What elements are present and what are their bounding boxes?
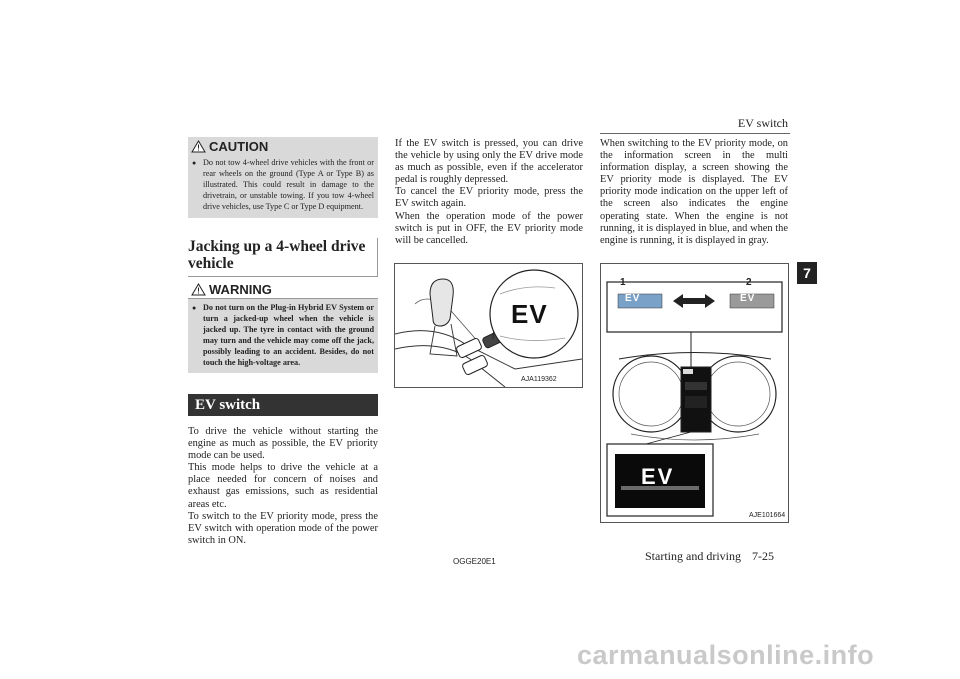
- paragraph: This mode helps to drive the vehicle at a place needed for concern of noises and exhaust gas emissions, such as residential areas etc.: [188, 462, 378, 510]
- page-header-title: EV switch: [737, 116, 788, 130]
- section-heading: EV switch: [188, 394, 378, 416]
- warning-label: WARNING: [209, 281, 272, 297]
- ev-display-label: EV: [641, 464, 675, 489]
- warning-triangle-icon: [191, 140, 206, 153]
- caution-label: CAUTION: [209, 138, 269, 154]
- jacking-heading: Jacking up a 4-wheel drive vehicle: [188, 238, 378, 277]
- column-2-text: [395, 138, 583, 247]
- console-drawing: [395, 264, 582, 387]
- warning-triangle-icon: [191, 283, 206, 296]
- paragraph: If the EV switch is pressed, you can drive the vehicle by using only the EV drive mode as much as possible, even if the accelerator pedal is roughly depressed.: [395, 138, 583, 186]
- ev-switch-section: [188, 394, 378, 547]
- paragraph: To switch to the EV priority mode, press the EV switch with operation mode of the power switch in ON.: [188, 510, 378, 546]
- warning-box: [188, 280, 378, 373]
- caution-header: [188, 137, 378, 155]
- document-code: OGGE20E1: [453, 557, 496, 566]
- callout-1: 1: [620, 277, 626, 288]
- warning-header: [188, 280, 378, 299]
- paragraph: To cancel the EV priority mode, press the EV switch again.: [395, 186, 583, 210]
- jacking-section: [188, 238, 378, 277]
- figure-code: AJA119362: [521, 376, 557, 383]
- paragraph: When the operation mode of the power switch is put in OFF, the EV priority mode will be cancelled.: [395, 210, 583, 246]
- bullet-icon: ●: [192, 304, 197, 312]
- warning-text: Do not turn on the Plug-in Hybrid EV System or turn a jacked-up wheel when the vehicle is jacked up. The tyre in contact with the ground may turn and the vehicle may come off the jack, possibly leading to an accident. Besides, do not touch the high-voltage area.: [203, 303, 374, 367]
- paragraph: To drive the vehicle without starting the engine as much as possible, the EV priority mode can be used.: [188, 426, 378, 462]
- column-3-text: [600, 138, 788, 247]
- ev-label: EV: [511, 299, 548, 329]
- ev-badge-gray: EV: [740, 293, 756, 304]
- caution-box: [188, 137, 378, 218]
- ev-badge-blue: EV: [625, 293, 641, 304]
- multi-info-display-illustration: [600, 263, 789, 523]
- chapter-tab[interactable]: 7: [797, 262, 817, 284]
- bullet-icon: ●: [192, 159, 197, 167]
- callout-2: 2: [746, 277, 752, 288]
- page-number: 7-25: [752, 549, 774, 563]
- ev-switch-illustration: [394, 263, 583, 388]
- watermark: carmanualsonline.info: [577, 640, 875, 670]
- caution-text: Do not tow 4-wheel drive vehicles with the front or rear wheels on the ground (Type A or Type B) as illustrated. This could result in damage to the drivetrain, or unstable towing. If you tow 4-wheel drive vehicles, use Type C or Type D equipment.: [203, 158, 374, 211]
- header-rule: [600, 133, 790, 134]
- figure-code: AJE101664: [749, 512, 786, 519]
- footer-section: Starting and driving: [645, 549, 741, 563]
- paragraph: When switching to the EV priority mode, on the information screen in the multi information display, a screen showing the EV priority mode is displayed. The EV priority mode indication on the upper left of the screen also indicates the engine operating state. When the engine is not running, it is displayed in blue, and when the engine is running, it is displayed in gray.: [600, 138, 788, 246]
